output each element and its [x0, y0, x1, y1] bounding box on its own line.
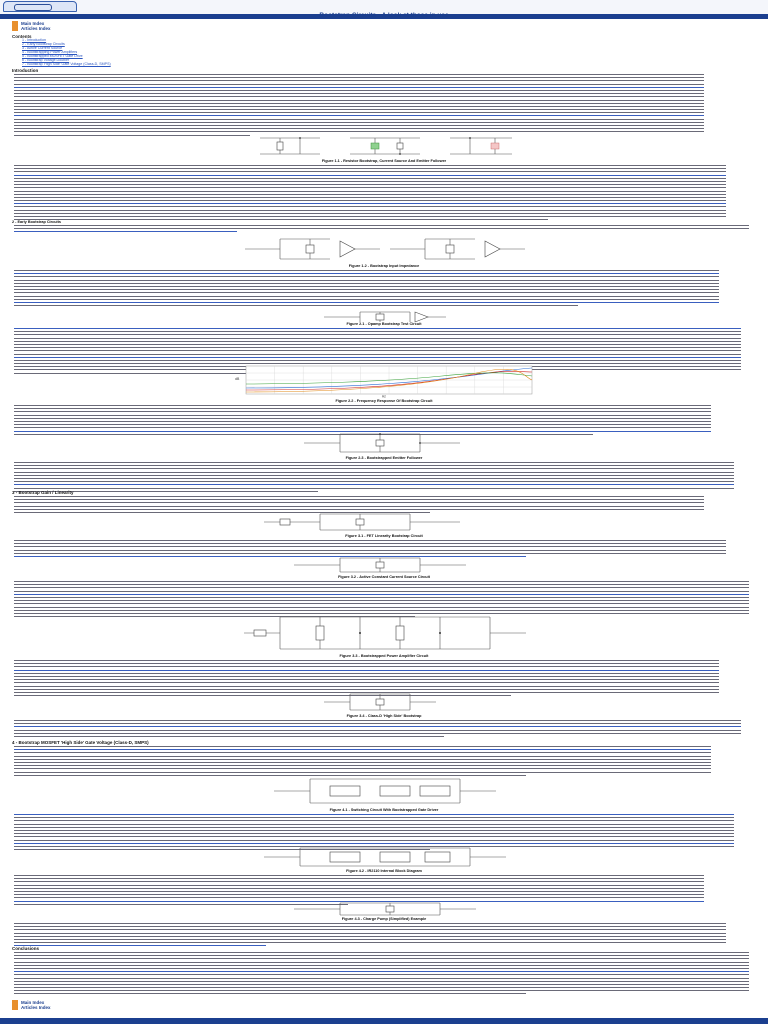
text-line: [14, 990, 749, 991]
text-line: [14, 305, 578, 306]
text-line: [14, 540, 726, 541]
text-line: [14, 299, 719, 300]
figure-caption: Figure 2.3 - Bootstrapped Emitter Follower: [345, 456, 423, 460]
graph-y-label: dB: [235, 377, 240, 381]
text-line: [14, 96, 704, 97]
text-line: [14, 484, 734, 485]
text-line: [14, 80, 704, 81]
figure-caption: Figure 2.2 - Frequency Response Of Bootstrap Circuit: [335, 399, 433, 403]
text-line: [14, 200, 726, 201]
text-line: [14, 270, 719, 271]
text-line: [14, 878, 704, 879]
text-line: [14, 296, 719, 297]
text-block: [14, 270, 756, 308]
text-line: [14, 100, 704, 101]
text-line: [14, 509, 704, 510]
text-line: [14, 213, 726, 214]
text-line: [14, 203, 726, 204]
text-line: [14, 283, 719, 284]
text-line: [14, 666, 719, 667]
text-line: [14, 827, 734, 828]
text-line: [14, 600, 749, 601]
text-line: [14, 475, 734, 476]
figure-caption: Figure 3.3 - Bootstrapped Power Amplifier Circuit: [339, 654, 429, 658]
text-block: [14, 74, 756, 138]
schematic-figure-3-3: [240, 614, 530, 652]
text-line: [14, 197, 726, 198]
text-line: [14, 962, 749, 963]
text-line: [14, 125, 704, 126]
text-line: [14, 550, 726, 551]
text-line: [14, 936, 726, 937]
text-line: [14, 663, 719, 664]
text-line: [14, 191, 726, 192]
text-line: [14, 328, 741, 329]
text-line: [14, 670, 719, 671]
text-line: [14, 836, 734, 837]
text-line: [14, 74, 704, 75]
text-line: [14, 723, 741, 724]
text-line: [14, 292, 719, 293]
page-title: Bootstrap Circuits - A look at those in use: [319, 12, 449, 19]
nav-articles-index[interactable]: [12, 26, 51, 31]
text-block: [14, 225, 756, 235]
text-block: [14, 923, 756, 949]
figure-2-3: [300, 432, 470, 454]
main-index-link[interactable]: Main Index: [21, 21, 45, 26]
text-line: [14, 219, 548, 220]
text-line: [14, 553, 726, 554]
text-line: [14, 772, 711, 773]
text-line: [14, 814, 734, 815]
text-line: [14, 933, 726, 934]
text-line: [14, 942, 726, 943]
text-line: [14, 87, 704, 88]
text-line: [14, 733, 741, 734]
figure-3-1: [260, 512, 470, 532]
text-line: [14, 106, 704, 107]
section-heading-introduction: Introduction: [12, 68, 39, 73]
text-line: [14, 472, 734, 473]
figure-3-4: [320, 692, 440, 712]
text-line: [14, 581, 749, 582]
site-logo[interactable]: [3, 1, 77, 12]
text-line: [14, 128, 704, 129]
schematic-figure-4-2: [260, 846, 510, 868]
text-line: [14, 984, 749, 985]
text-line: [14, 756, 711, 757]
figure-4-2: [260, 846, 510, 868]
text-line: [14, 543, 726, 544]
text-line: [14, 354, 741, 355]
toc-item[interactable]: 7 - Bootstrap 'High Side' Gate Voltage (Class-D, SMPS): [22, 62, 111, 66]
text-line: [14, 929, 726, 930]
text-line: [14, 171, 726, 172]
graph-plot: [232, 364, 536, 398]
text-line: [14, 216, 726, 217]
text-line: [14, 341, 741, 342]
text-line: [14, 360, 741, 361]
schematic-figure-2-3: [300, 432, 470, 454]
toc-item[interactable]: 2 - Early Bootstrap Circuits: [22, 42, 65, 46]
text-line: [14, 720, 741, 721]
figure-caption: Figure 4.1 - Switching Circuit With Bootstrapped Gate Driver: [329, 808, 439, 812]
text-line: [14, 276, 719, 277]
text-block: [14, 952, 756, 997]
text-line: [14, 415, 711, 416]
schematic-figure-4-3: [290, 901, 480, 917]
text-line: [14, 175, 726, 176]
text-line: [14, 112, 704, 113]
toc-item[interactable]: 1 - Introduction: [22, 38, 46, 42]
figure-3-2: [290, 556, 470, 574]
text-line: [14, 502, 704, 503]
text-line: [14, 115, 704, 116]
text-line: [14, 506, 704, 507]
text-line: [14, 273, 719, 274]
text-line: [14, 499, 704, 500]
text-line: [14, 833, 734, 834]
text-line: [14, 897, 704, 898]
contents-heading: Contents: [12, 34, 32, 39]
text-line: [14, 347, 741, 348]
text-line: [14, 824, 734, 825]
text-line: [14, 945, 266, 946]
figure-caption: Figure 4.3 - Charge Pump (Simplified) Example: [341, 917, 427, 921]
text-line: [14, 168, 726, 169]
text-line: [14, 225, 749, 226]
text-line: [14, 587, 749, 588]
contents-list: [22, 38, 111, 66]
text-line: [14, 178, 726, 179]
schematic-figure-3-1: [260, 512, 470, 532]
text-line: [14, 939, 726, 940]
text-line: [14, 971, 749, 972]
text-block: [14, 165, 756, 222]
text-line: [14, 478, 734, 479]
text-line: [14, 923, 726, 924]
text-line: [14, 408, 711, 409]
footer-nav: [12, 1000, 51, 1010]
toc-item[interactable]: 6 - Bootstrap Voltage Doubler: [22, 58, 70, 62]
text-line: [14, 119, 704, 120]
text-line: [14, 759, 711, 760]
figure-caption: Figure 3.1 - FET Linearity Bootstrap Circuit: [345, 534, 423, 538]
text-line: [14, 746, 711, 747]
text-line: [14, 427, 711, 428]
logo-mark-icon: [14, 4, 52, 11]
text-line: [14, 689, 719, 690]
text-line: [14, 181, 726, 182]
text-line: [14, 958, 749, 959]
text-line: [14, 686, 719, 687]
text-line: [14, 465, 734, 466]
text-line: [14, 418, 711, 419]
text-line: [14, 122, 704, 123]
text-line: [14, 730, 741, 731]
text-line: [14, 90, 704, 91]
text-line: [14, 468, 734, 469]
text-line: [14, 546, 726, 547]
figure-1-2: [240, 235, 530, 263]
footer-bar: [0, 1018, 768, 1024]
text-block: [14, 462, 756, 494]
text-line: [14, 830, 734, 831]
page-icon: [12, 26, 18, 31]
text-line: [14, 597, 749, 598]
text-line: [14, 411, 711, 412]
text-line: [14, 184, 726, 185]
text-line: [14, 357, 741, 358]
section-heading-mosfet: 4 - Bootstrap MOSFET 'High Side' Gate Voltage (Class-D, SMPS): [12, 740, 149, 745]
text-line: [14, 768, 711, 769]
section-heading-conclusions: Conclusions: [12, 946, 40, 951]
toc-item[interactable]: 5 - Bootstrapped MOSFET Gate Drive: [22, 54, 83, 58]
schematic-figure-1-1: [250, 134, 520, 158]
text-line: [14, 286, 719, 287]
text-line: [14, 93, 704, 94]
text-line: [14, 952, 749, 953]
text-line: [14, 885, 704, 886]
text-line: [14, 421, 711, 422]
text-line: [14, 926, 726, 927]
articles-index-link[interactable]: Articles Index: [21, 26, 51, 31]
figure-caption: Figure 1.2 - Bootstrap Input Impedance: [348, 264, 420, 268]
text-line: [14, 981, 749, 982]
text-line: [14, 752, 711, 753]
text-line: [14, 660, 719, 661]
figure-4-1: [270, 776, 500, 806]
text-line: [14, 280, 719, 281]
text-line: [14, 840, 734, 841]
text-line: [14, 331, 741, 332]
top-nav: [12, 21, 51, 31]
schematic-figure-1-2: [240, 235, 530, 263]
text-line: [14, 762, 711, 763]
text-line: [14, 607, 749, 608]
text-line: [14, 591, 749, 592]
text-line: [14, 350, 741, 351]
text-line: [14, 289, 719, 290]
text-line: [14, 187, 726, 188]
schematic-figure-3-2: [290, 556, 470, 574]
toc-item[interactable]: 4 - Bootstrapping Power Amplifiers: [22, 50, 78, 54]
page-icon: [12, 1005, 18, 1010]
text-line: [14, 594, 749, 595]
text-line: [14, 206, 726, 207]
text-line: [14, 135, 259, 136]
text-line: [14, 344, 741, 345]
schematic-figure-3-4: [320, 692, 440, 712]
text-line: [14, 987, 749, 988]
figure-caption: Figure 3.4 - Class-D 'High Side' Bootstrap: [346, 714, 422, 718]
figure-3-3: [240, 614, 530, 652]
text-line: [14, 109, 704, 110]
section-heading-early: 2 - Early Bootstrap Circuits: [12, 220, 61, 224]
text-line: [14, 765, 711, 766]
text-line: [14, 673, 719, 674]
text-line: [14, 488, 734, 489]
text-line: [14, 228, 749, 229]
text-line: [14, 965, 749, 966]
text-line: [14, 679, 719, 680]
figure-1-1: [250, 134, 520, 158]
text-block: [14, 746, 756, 778]
text-line: [14, 875, 704, 876]
text-line: [14, 84, 704, 85]
text-line: [14, 749, 711, 750]
text-line: [14, 817, 734, 818]
text-line: [14, 881, 704, 882]
figure-caption: Figure 3.2 - Active Constant Current Source Circuit: [338, 575, 430, 579]
text-line: [14, 334, 741, 335]
text-line: [14, 194, 726, 195]
graph-x-label: Hz: [382, 394, 386, 398]
text-line: [14, 736, 444, 737]
text-line: [14, 210, 726, 211]
nav-articles-index[interactable]: [12, 1005, 51, 1010]
text-line: [14, 424, 711, 425]
figure-caption: Figure 1.1 - Resistor Bootstrap, Current Source And Emitter Follower: [321, 159, 447, 163]
text-line: [14, 302, 719, 303]
text-line: [14, 682, 719, 683]
figure-caption: Figure 4.2 - IR2110 Internal Block Diagram: [346, 869, 422, 873]
section-heading-linearity: 3 - Bootstrap Gain / Linearity: [12, 490, 74, 495]
schematic-figure-4-1: [270, 776, 500, 806]
text-line: [14, 726, 741, 727]
text-line: [14, 676, 719, 677]
text-line: [14, 165, 726, 166]
text-line: [14, 462, 734, 463]
text-line: [14, 338, 741, 339]
text-line: [14, 843, 734, 844]
figure-4-3: [290, 901, 480, 917]
text-line: [14, 496, 704, 497]
text-line: [14, 610, 749, 611]
text-block: [14, 720, 756, 739]
text-line: [14, 405, 711, 406]
text-line: [14, 131, 704, 132]
toc-item[interactable]: 3 - Active Current Source: [22, 46, 63, 50]
text-line: [14, 77, 704, 78]
text-line: [14, 103, 704, 104]
text-line: [14, 978, 749, 979]
frequency-response-graph: [232, 364, 536, 398]
text-line: [14, 888, 704, 889]
main-index-link[interactable]: Main Index: [21, 1000, 45, 1005]
text-line: [14, 955, 749, 956]
text-line: [14, 231, 237, 232]
text-line: [14, 584, 749, 585]
text-line: [14, 481, 734, 482]
text-line: [14, 993, 526, 994]
text-line: [14, 968, 749, 969]
text-line: [14, 891, 704, 892]
articles-index-link[interactable]: Articles Index: [21, 1005, 51, 1010]
text-line: [14, 974, 749, 975]
text-line: [14, 894, 704, 895]
text-line: [14, 820, 734, 821]
text-line: [14, 603, 749, 604]
figure-caption: Figure 2.1 - Opamp Bootstrap Test Circuit: [346, 322, 422, 326]
